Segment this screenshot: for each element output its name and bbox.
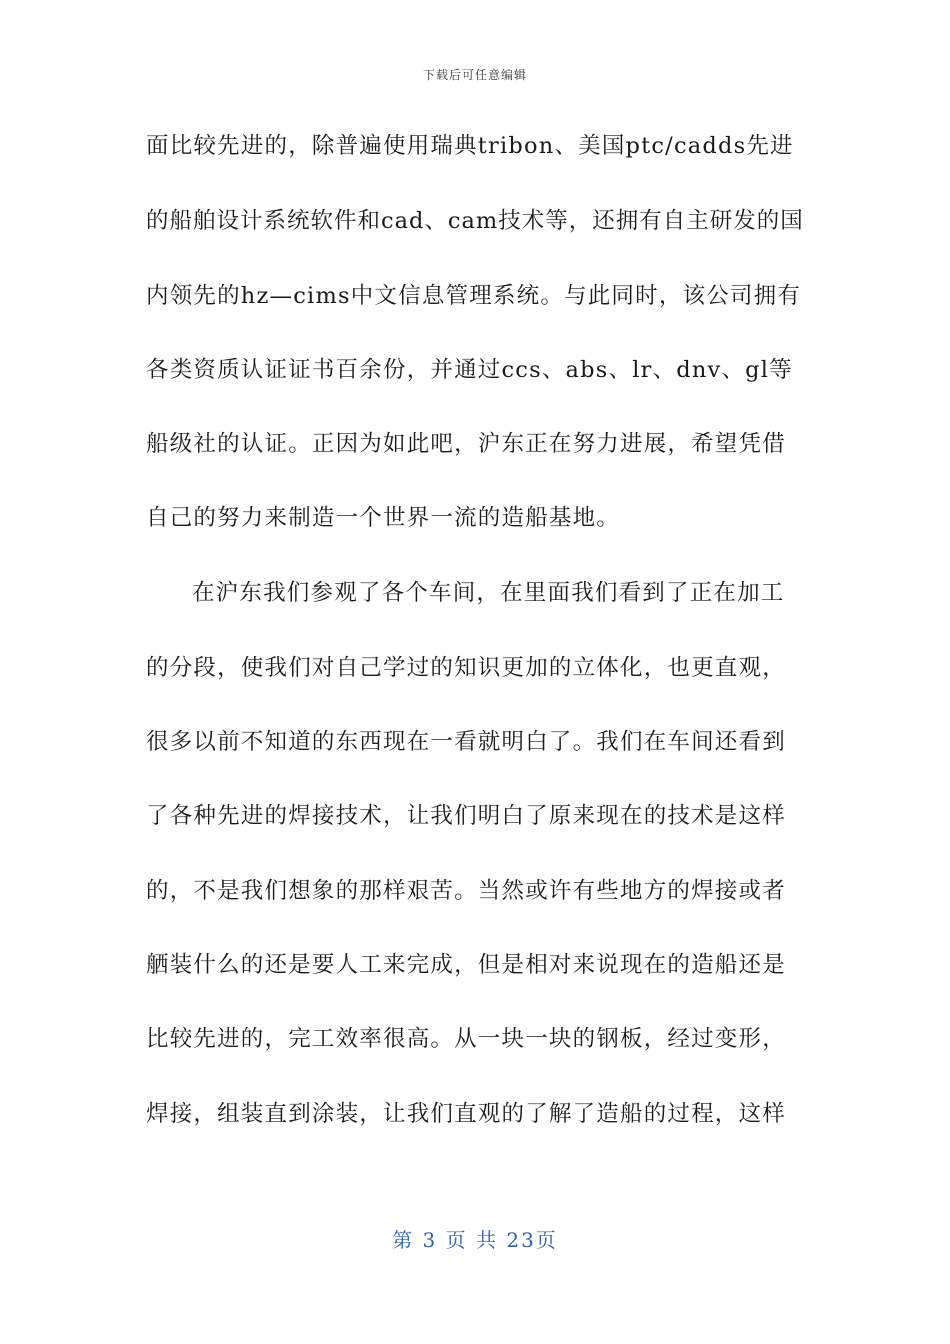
text-line: 面比较先进的，除普遍使用瑞典tribon、美国ptc/cadds先进 (146, 133, 794, 159)
text-line: 焊接，组装直到涂装，让我们直观的了解了造船的过程，这样 (146, 1101, 786, 1127)
text-line: 自己的努力来制造一个世界一流的造船基地。 (146, 505, 621, 531)
page-header: 下载后可任意编辑 (422, 68, 527, 82)
text-line: 各类资质认证证书百余份，并通过ccs、abs、lr、dnv、gl等 (146, 357, 793, 383)
text-line: 的船舶设计系统软件和cad、cam技术等，还拥有自主研发的国 (146, 208, 804, 234)
text-line: 比较先进的，完工效率很高。从一块一块的钢板，经过变形， (146, 1026, 786, 1052)
text-line: 在沪东我们参观了各个车间，在里面我们看到了正在加工 (192, 580, 785, 606)
text-line: 了各种先进的焊接技术，让我们明白了原来现在的技术是这样 (146, 803, 786, 829)
text-line: 很多以前不知道的东西现在一看就明白了。我们在车间还看到 (146, 729, 786, 755)
text-line: 的，不是我们想象的那样艰苦。当然或许有些地方的焊接或者 (146, 878, 786, 904)
text-line: 舾装什么的还是要人工来完成，但是相对来说现在的造船还是 (146, 952, 786, 978)
text-line: 内领先的hz—cims中文信息管理系统。与此同时，该公司拥有 (146, 283, 802, 309)
text-line: 的分段，使我们对自己学过的知识更加的立体化，也更直观， (146, 655, 786, 681)
page-number-footer: 第 3 页 共 23页 (392, 1228, 558, 1252)
text-line: 船级社的认证。正因为如此吧，沪东正在努力进展，希望凭借 (146, 431, 786, 457)
